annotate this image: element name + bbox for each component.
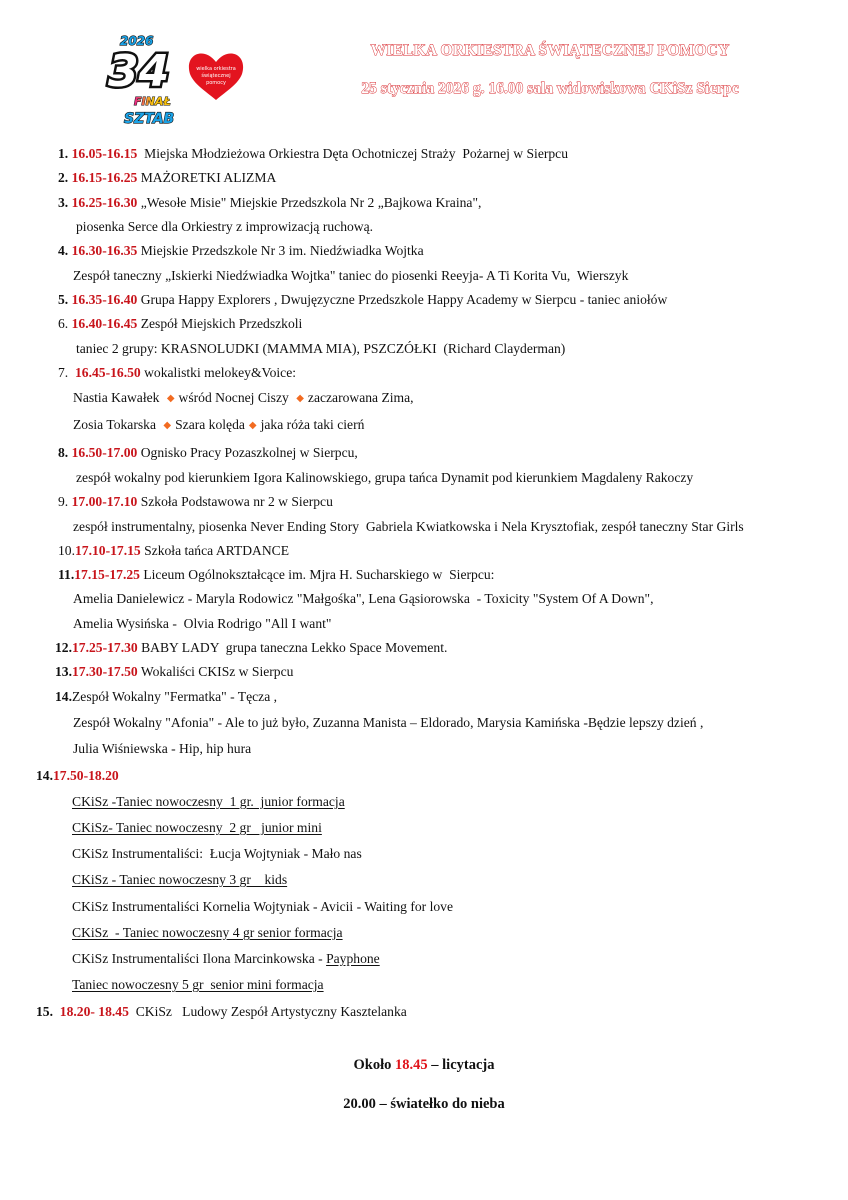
program-item-detail: Julia Wiśniewska - Hip, hip hura [73,741,252,756]
payphone-song-title: Payphone [326,951,380,966]
bullet-icon: ◆ [163,420,172,431]
logo-heart-text: wielka orkiestra [196,66,236,72]
logo-number: 34 [108,46,170,97]
program-item: 4. 16.30-16.35 Miejskie Przedszkole Nr 3 im. Niedźwiadka Wojtka [58,243,424,258]
sky-light-line: 20.00 – światełko do nieba [343,1096,505,1112]
wosp-34-final-logo [104,32,244,126]
logo-year: 2026 [120,34,154,48]
program-subitem: CKiSz Instrumentaliści: Łucja Wojtyniak - Mało nas [72,846,362,861]
event-subtitle: 25 stycznia 2026 g. 16.00 sala widowiskowa CKiSz Sierpc [361,80,739,97]
program-item-detail: piosenka Serce dla Orkiestry z improwizacją ruchową. [76,219,374,234]
program-item: 11.17.15-17.25 Liceum Ogólnokształcące im. Mjra H. Sucharskiego w Sierpcu: [58,567,495,582]
program-item-detail: zespół instrumentalny, piosenka Never Ending Story Gabriela Kwiatkowska i Nela Krysztofiak, zespół taneczny Star Girls [73,519,744,534]
program-item: 7. 16.45-16.50 wokalistki melokey&Voice: [58,365,297,380]
heart-badge [189,53,243,100]
program-item-detail: Nastia Kawałek ◆ wśród Nocnej Ciszy ◆ zaczarowana Zima, [73,389,414,408]
svg-text:świątecznej: świątecznej [201,73,231,79]
program-subitem: Taniec nowoczesny 5 gr senior mini formacja [72,977,324,992]
program-item-detail: Zespół taneczny „Iskierki Niedźwiadka Wojtka" taniec do piosenki Reeyja- A Ti Korita Vu, Wierszyk [73,268,629,283]
logo-sztab: SZTAB [124,111,175,126]
program-item-detail: Amelia Danielewicz - Maryla Rodowicz "Małgośka", Lena Gąsiorowska - Toxicity "System Of A Down", [73,591,654,606]
program-item: 1. 16.05-16.15 Miejska Młodzieżowa Orkiestra Dęta Ochotniczej Straży Pożarnej w Sierpcu [58,146,569,161]
program-item-detail: zespół wokalny pod kierunkiem Igora Kalinowskiego, grupa tańca Dynamit pod kierunkiem Magdaleny Rakoczy [76,470,694,485]
program-item: 5. 16.35-16.40 Grupa Happy Explorers , Dwujęzyczne Przedszkole Happy Academy w Sierpcu - taniec aniołów [58,292,668,307]
program-item: 8. 16.50-17.00 Ognisko Pracy Pozaszkolnej w Sierpcu, [58,445,358,460]
program-item: 14.17.50-18.20 [36,768,119,783]
logo-finale: FINAŁ [134,95,171,108]
program-item: 2. 16.15-16.25 MAŻORETKI ALIZMA [58,170,277,185]
program-subitem: CKiSz - Taniec nowoczesny 4 gr senior formacja [72,925,343,940]
program-subitem: CKiSz Instrumentaliści Kornelia Wojtyniak - Avicii - Waiting for love [72,899,454,914]
bullet-icon: ◆ [166,393,175,404]
program-subitem: CKiSz - Taniec nowoczesny 3 gr kids [72,872,288,887]
auction-line: Około 18.45 – licytacja [353,1057,495,1073]
svg-text:pomocy: pomocy [206,80,226,86]
program-item-detail: Amelia Wysińska - Olvia Rodrigo "All I want" [73,616,332,631]
bullet-icon: ◆ [248,420,257,431]
bullet-icon: ◆ [296,393,304,404]
program-item-detail: Zespół Wokalny "Afonia" - Ale to już było, Zuzanna Manista – Eldorado, Marysia Kamińska -Będzie lepszy dzień , [73,715,704,730]
program-subitem: CKiSz- Taniec nowoczesny 2 gr junior mini [72,820,322,835]
program-item: 13.17.30-17.50 Wokaliści CKISz w Sierpcu [55,664,294,679]
program-item: 9. 17.00-17.10 Szkoła Podstawowa nr 2 w Sierpcu [58,494,333,509]
program-item-detail: Zosia Tokarska ◆ Szara kolęda ◆ jaka róża taki cierń [73,416,364,435]
program-item: 3. 16.25-16.30 „Wesołe Misie" Miejskie Przedszkola Nr 2 „Bajkowa Kraina", [58,195,482,210]
program-item-detail: taniec 2 grupy: KRASNOLUDKI (MAMMA MIA), PSZCZÓŁKI (Richard Clayderman) [76,341,566,356]
program-item: 12.17.25-17.30 BABY LADY grupa taneczna Lekko Space Movement. [55,640,448,655]
program-item: 14.Zespół Wokalny "Fermatka" - Tęcza , [55,689,278,704]
program-subitem: CKiSz Instrumentaliści Ilona Marcinkowska - Payphone [72,951,380,966]
program-item: 10.17.10-17.15 Szkoła tańca ARTDANCE [58,543,290,558]
event-title: WIELKA ORKIESTRA ŚWIĄTECZNEJ POMOCY [370,42,730,59]
program-subitem: CKiSz -Taniec nowoczesny 1 gr. junior formacja [72,794,345,809]
program-item: 6. 16.40-16.45 Zespół Miejskich Przedszkoli [58,316,303,331]
program-item: 15. 18.20- 18.45 CKiSz Ludowy Zespół Artystyczny Kasztelanka [36,1004,407,1019]
